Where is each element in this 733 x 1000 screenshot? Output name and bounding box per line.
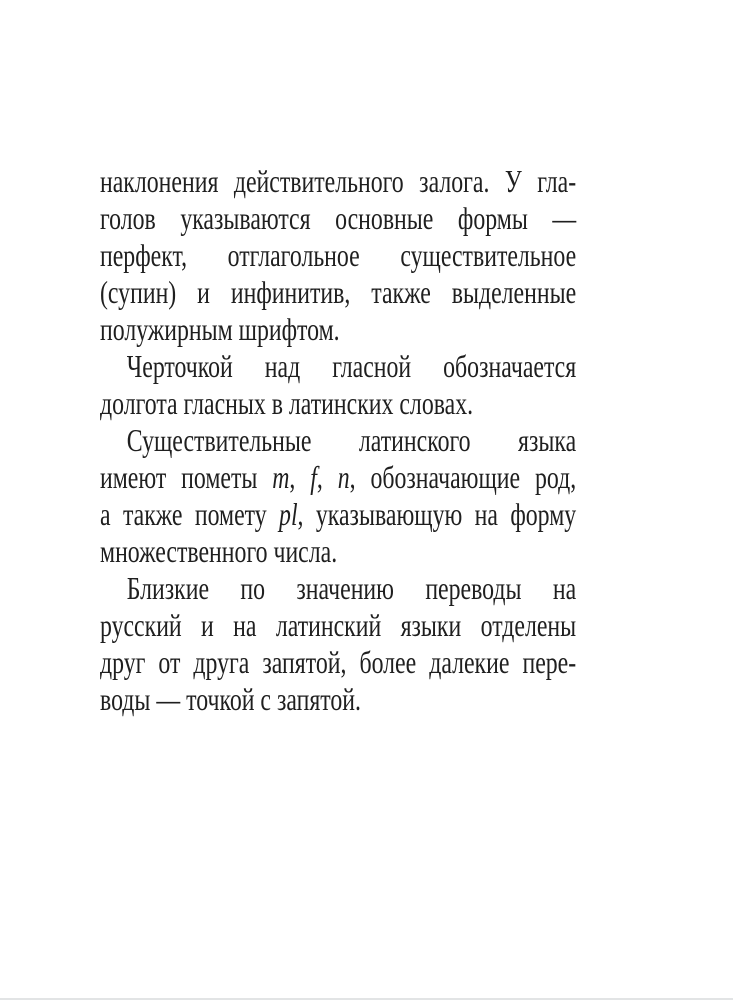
- text-segment: , указывающую на форму: [297, 496, 577, 532]
- italic-text-segment: m: [272, 459, 290, 495]
- text-segment: а также помету: [100, 496, 280, 532]
- text-line: [100, 607, 576, 644]
- text-line: [100, 459, 576, 496]
- text-segment: долгота гласных в латинских словах.: [100, 385, 474, 421]
- text-line: [100, 533, 576, 570]
- text-segment: множественного числа.: [100, 533, 338, 569]
- text-line: [100, 570, 576, 607]
- page-text-block: [100, 163, 576, 718]
- text-line: [100, 311, 576, 348]
- text-segment: русский и на латинский языки отделены: [100, 607, 577, 643]
- text-segment: , обозначающие род,: [349, 459, 577, 495]
- text-line: [100, 681, 576, 718]
- text-segment: друг от друга запятой, более далекие пере-: [100, 644, 577, 680]
- text-segment: перфект, отглагольное существительное: [100, 237, 577, 273]
- text-segment: наклонения действительного залога. У гла-: [100, 163, 577, 199]
- text-line: [100, 200, 576, 237]
- italic-text-segment: n: [337, 459, 350, 495]
- text-line: [100, 496, 576, 533]
- text-line: [100, 348, 576, 385]
- text-segment: ,: [316, 459, 338, 495]
- text-line: [100, 163, 576, 200]
- text-line: [100, 644, 576, 681]
- text-segment: полужирным шрифтом.: [100, 311, 340, 347]
- text-segment: Черточкой над гласной обозначается: [126, 348, 577, 384]
- text-line: [100, 274, 576, 311]
- text-segment: имеют пометы: [100, 459, 273, 495]
- text-segment: Близкие по значению переводы на: [126, 570, 577, 606]
- text-segment: воды — точкой с запятой.: [100, 681, 361, 717]
- text-segment: (супин) и инфинитив, также выделенные: [100, 274, 577, 310]
- text-line: [100, 237, 576, 274]
- text-segment: голов указываются основные формы —: [100, 200, 577, 236]
- italic-text-segment: pl: [279, 496, 298, 532]
- text-line: [100, 385, 576, 422]
- text-segment: Существительные латинского языка: [126, 422, 577, 458]
- text-segment: ,: [289, 459, 311, 495]
- text-line: [100, 422, 576, 459]
- italic-text-segment: f: [310, 459, 317, 495]
